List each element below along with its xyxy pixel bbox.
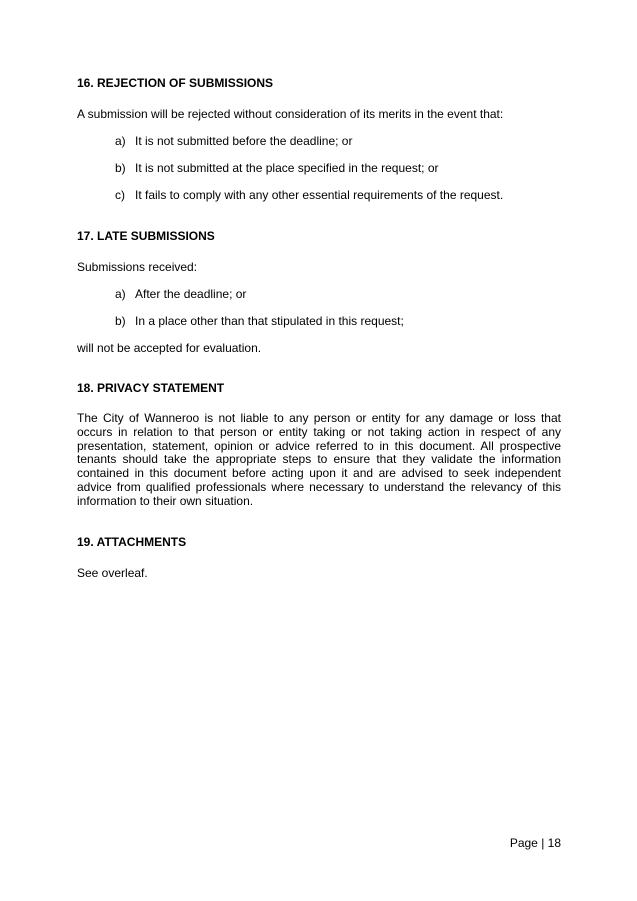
list-item — [77, 287, 561, 301]
list-item — [77, 188, 561, 202]
page-number: Page | 18 — [509, 836, 561, 850]
section-16-intro: A submission will be rejected without consideration of its merits in the event that: — [77, 107, 504, 121]
section-17-list — [77, 287, 561, 328]
list-marker: a) — [115, 287, 126, 301]
section-16-heading: 16. REJECTION OF SUBMISSIONS — [77, 76, 274, 90]
list-item — [77, 134, 561, 148]
section-17-heading: 17. LATE SUBMISSIONS — [77, 229, 215, 243]
list-marker: a) — [115, 134, 126, 148]
list-marker: b) — [115, 314, 126, 328]
section-18-body: The City of Wanneroo is not liable to any person or entity for any damage or loss that occurs in relation to that person or entity taking or not taking action in respect of any presentation, statement, opinion or advice referred to in this document. All prospective tenants should take the appropriate steps to ensure that they validate the information contained in this document before acting upon it and are advised to seek independent advice from qualified professionals where necessary to understand the relevancy of this information to their own situation. — [77, 411, 561, 508]
list-item-text: It fails to comply with any other essential requirements of the request. — [135, 188, 504, 202]
list-item-text: In a place other than that stipulated in this request; — [135, 314, 404, 328]
section-18-heading: 18. PRIVACY STATEMENT — [77, 381, 225, 395]
section-19-heading: 19. ATTACHMENTS — [77, 534, 187, 549]
list-item-text: It is not submitted at the place specified in the request; or — [135, 161, 439, 175]
list-marker: b) — [115, 161, 126, 175]
list-item-text: After the deadline; or — [135, 287, 247, 301]
section-17-intro: Submissions received: — [77, 260, 198, 274]
list-item-text: It is not submitted before the deadline; or — [135, 134, 353, 148]
section-16-list — [77, 134, 561, 202]
section-17-outro: will not be accepted for evaluation. — [77, 341, 262, 355]
list-marker: c) — [115, 188, 125, 202]
section-19-body: See overleaf. — [77, 565, 148, 580]
page-content — [77, 76, 561, 580]
list-item — [77, 314, 561, 328]
list-item — [77, 161, 561, 175]
